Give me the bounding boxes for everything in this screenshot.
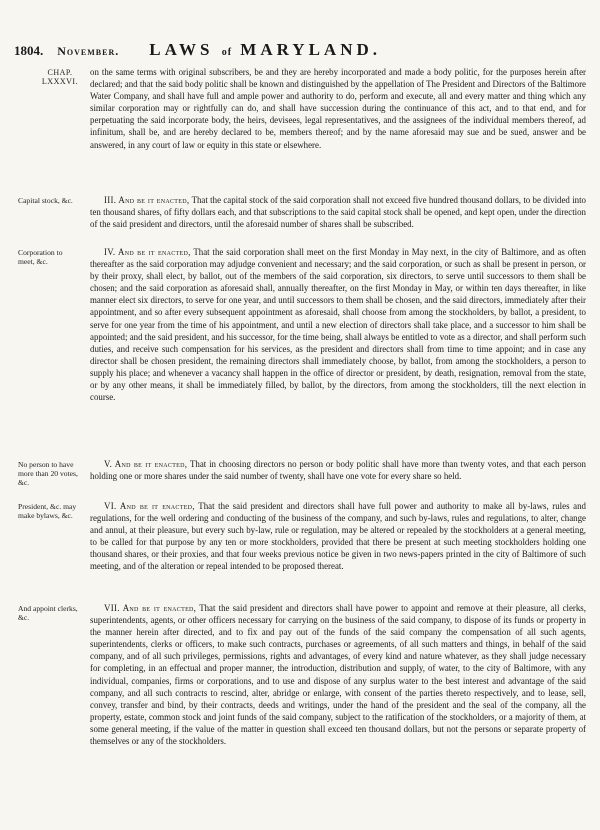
section-text: That the capital stock of the said corporation shall not exceed five hundred thousand dollars, to be divided into ten thousand shares, of fifty dollars each, and that subscriptions to the said capital stock shall be opened, and kept open, under the direction of the said president and directors, until the aforesaid number of shares shall be subscribed. [90, 195, 586, 230]
section-lead: VI. And be it enacted, [104, 501, 195, 511]
section-text: That the said corporation shall meet on the first Monday in May next, in the city of Baltimore, and as often thereafter as the said corporation may adjudge convenient and necessary; and the said corporation, or such as shall be present in person, or by their proxy, shall elect, by ballot, out of the members of the said corporation, six directors, to serve until successors to them shall be chosen; and the said corporation as aforesaid shall, annually thereafter, on the first Monday in May, or within ten days thereafter, in like manner elect six directors, to serve for one year, and until successors to them shall be chosen, and the said directors, immediately after their appointment, and so after every subsequent appointment as aforesaid, shall choose from among the stockholders, by ballot, a president, to serve for one year from the time of his appointment, and until a new election of directors shall take place, and a successor to him shall be appointed; and the said president, and his successor, for the time being, shall always be entitled to vote as a director, and shall perform such duties, and receive such compensation for his services, as the president and directors shall from time to time appoint; and in case any director shall be chosen president, the remaining directors shall immediately choose, by ballot, from among the stockholders, a person to supply his place; and whenever a vacancy shall happen in the office of director or president, by death, resignation, removal from the state, or by any other means, it shall be immediately filled, by ballot, by the directors, from among the stockholders, till the next election in course. [90, 247, 586, 403]
section-body [90, 194, 586, 230]
header-title-of: of [221, 47, 233, 58]
margin-note: No person to have more than 20 votes, &c. [18, 460, 78, 487]
section-body [90, 66, 586, 151]
section-lead: VII. And be it enacted, [104, 603, 197, 613]
header-title [149, 40, 381, 60]
section-body [90, 246, 586, 403]
section-text: That in choosing directors no person or body politic shall have more than twenty votes, and that each person holding one or more shares under the said number of twenty, shall have one vote for every share so held. [90, 459, 586, 482]
margin-note: And appoint clerks, &c. [18, 604, 78, 622]
section-lead: IV. And be it enacted, [104, 247, 191, 257]
section-text: That the said president and directors shall have full power and authority to make all by-laws, rules and regulations, for the well ordering and conducting of the business of the company, and such by-laws, rules and regulations, to alter, change and annul, at their pleasure, but every such by-law, rule or regulation, may be altered or repealed by the stockholders at a general meeting, to be called for that purpose by any ten or more stockholders, provided that there be present at such meeting stockholders holding one thousand shares, or their proxies, and that four weeks previous notice be given in two news-papers printed in the city of Baltimore of such meeting, and of the alteration or repeal intended to be proposed thereat. [90, 501, 586, 572]
section-lead: V. And be it enacted, [104, 459, 188, 469]
section-body [90, 602, 586, 747]
header-month: November. [57, 44, 120, 58]
chapter-number: LXXXVI. [41, 77, 79, 86]
margin-note: Capital stock, &c. [18, 196, 73, 205]
header-year: 1804. [14, 43, 44, 58]
running-header [14, 40, 582, 62]
section-body [90, 500, 586, 573]
section-text: on the same terms with original subscribers, be and they are hereby incorporated and made a body politic, for the purposes herein after declared; and that the said body politic shall be known and distinguished by the appellation of The President and Directors of the Baltimore Water Company, and shall have full and ample power and authority to do, perform and execute, all and every matter and thing which any similar corporation may or rightfully can do, and shall have succession during the continuance of this act, and to that end, and for perpetuating the said incorporate body, the heirs, devisees, legal representatives, and the assignees of the individual members thereof, ad infinitum, shall be, and are hereby declared to be, members thereof; and by the name aforesaid may sue and be sued, answer and be answered, in any court of law or equity in this state or elsewhere. [90, 67, 586, 150]
header-title-state: MARYLAND. [240, 40, 381, 59]
margin-note: President, &c. may make bylaws, &c. [18, 502, 77, 520]
section-lead: III. And be it enacted, [104, 195, 190, 205]
section-body [90, 458, 586, 482]
section-text: That the said president and directors shall have power to appoint and remove at their pleasure, all clerks, superintendents, agents, or other officers necessary for carrying on the business of the said company, to dispose of its funds or property in the manner herein after directed, and to fix and pay out of the funds of the said company the compensation of all such agents, superintendents, clerks or officers, to make such contracts, purchases or agreements, of all such matters and things, in behalf of the said company, and of all such privileges, permissions, rights and advantages, of every kind and nature whatever, as they shall judge necessary for completing, in an effectual and proper manner, the introduction, distribution and supply, of water, to the city of Baltimore, with any individual, companies, firms or corporations, and to use and dispose of any surplus water to the best interest and advantage of the said company, and all such contracts to rescind, alter, abridge or enlarge, with consent of the parties thereto respectively, and to lease, sell, convey, transfer and bind, by their contracts, deeds and writings, under the hand of the president and the seal of the company, all the property, estate, common stock and joint funds of the said company, subject to the ratification of the stockholders, or a majority of them, at some general meeting, if the value of the matter in question shall exceed ten thousand dollars, but not the persons or separate property of themselves or any of the stockholders. [90, 603, 586, 747]
header-title-laws: LAWS [149, 40, 214, 59]
chapter-marker [36, 68, 84, 86]
margin-note: Corporation to meet, &c. [18, 248, 63, 266]
chapter-label: CHAP. [47, 68, 73, 77]
